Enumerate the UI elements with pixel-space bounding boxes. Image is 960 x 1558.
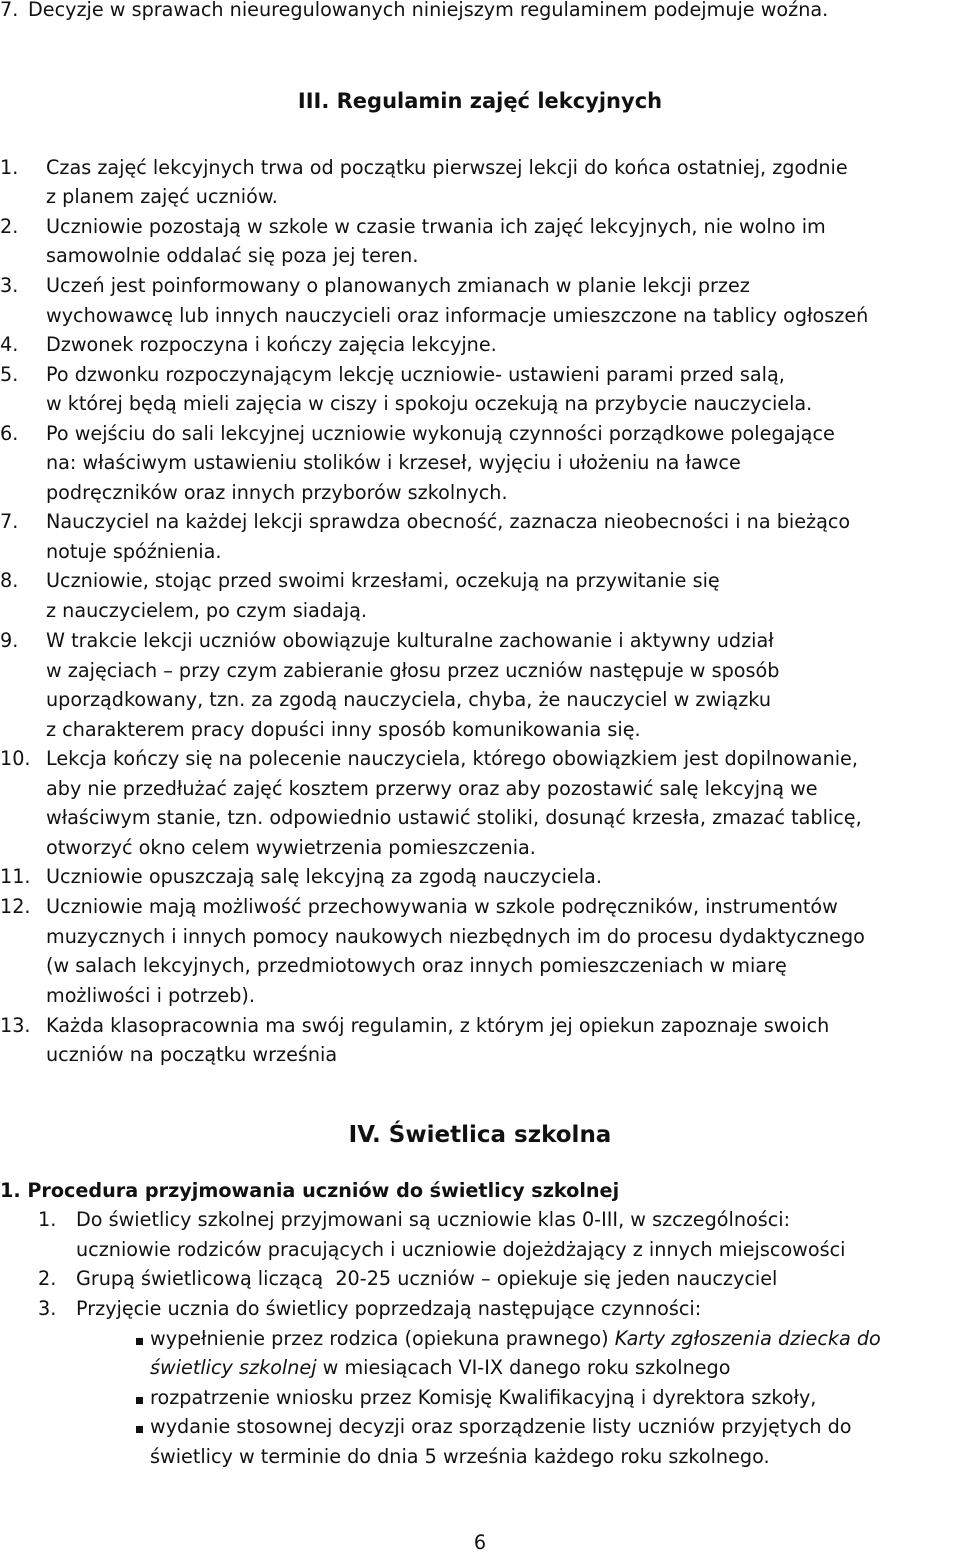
list-item: 3. Przyjęcie ucznia do świetlicy poprzedzają następujące czynności: (38, 1297, 702, 1320)
list-item: 1. Do świetlicy szkolnej przyjmowani są uczniowie klas 0-III, w szczególności: (38, 1208, 791, 1231)
list-item-continuation: na: właściwym ustawieniu stolików i krzeseł, wyjęciu i ułożeniu na ławce (46, 451, 741, 474)
list-item-continuation: uczniów na początku września (46, 1043, 338, 1066)
list-item-continuation: w zajęciach – przy czym zabieranie głosu przez uczniów następuje w sposób (46, 659, 780, 682)
list-item: 1. Czas zajęć lekcyjnych trwa od początku pierwszej lekcji do końca ostatniej, zgodnie (0, 156, 848, 179)
list-item-continuation: wychowawcę lub innych nauczycieli oraz informacje umieszczone na tablicy ogłoszeń (46, 304, 869, 327)
list-item-continuation: właściwym stanie, tzn. odpowiednio ustawić stoliki, dosunąć krzesła, zmazać tablicę, (46, 806, 862, 829)
list-item: 11. Uczniowie opuszczają salę lekcyjną za zgodą nauczyciela. (0, 865, 602, 888)
bullet-item: wypełnienie przez rodzica (opiekuna prawnego) Karty zgłoszenia dziecka do (136, 1324, 881, 1354)
list-item: 2. Uczniowie pozostają w szkole w czasie trwania ich zajęć lekcyjnych, nie wolno im (0, 215, 826, 238)
square-bullet-icon (136, 1383, 150, 1413)
bullet-item: rozpatrzenie wniosku przez Komisję Kwalifikacyjną i dyrektora szkoły, (136, 1383, 816, 1413)
list-item-continuation: z charakterem pracy dopuści inny sposób komunikowania się. (46, 718, 641, 741)
list-item-continuation: uporządkowany, tzn. za zgodą nauczyciela, chyba, że nauczyciel w związku (46, 688, 771, 711)
list-item: 4. Dzwonek rozpoczyna i kończy zajęcia lekcyjne. (0, 333, 497, 356)
list-item: 5. Po dzwonku rozpoczynającym lekcję uczniowie- ustawieni parami przed salą, (0, 363, 785, 386)
list-item: 3. Uczeń jest poinformowany o planowanych zmianach w planie lekcji przez (0, 274, 750, 297)
list-item: 6. Po wejściu do sali lekcyjnej uczniowie wykonują czynności porządkowe polegające (0, 422, 835, 445)
list-item: 13. Każda klasopracownia ma swój regulamin, z którym jej opiekun zapoznaje swoich (0, 1014, 830, 1037)
list-item: 2. Grupą świetlicową liczącą 20-25 uczniów – opiekuje się jeden nauczyciel (38, 1267, 778, 1290)
list-item-continuation: możliwości i potrzeb). (46, 984, 255, 1007)
list-item-continuation: (w salach lekcyjnych, przedmiotowych oraz innych pomieszczeniach w miarę (46, 954, 787, 977)
page-number: 6 (473, 1531, 487, 1554)
intro-number: 7. (0, 0, 19, 21)
intro-line (0, 0, 828, 25)
list-item: 8. Uczniowie, stojąc przed swoimi krzesłami, oczekują na przywitanie się (0, 569, 720, 592)
list-item-continuation: podręczników oraz innych przyborów szkolnych. (46, 481, 508, 504)
bullet-item: wydanie stosownej decyzji oraz sporządzenie listy uczniów przyjętych do (136, 1412, 852, 1442)
list-item-continuation: uczniowie rodziców pracujących i uczniowie dojeżdżający z innych miejscowości (76, 1238, 846, 1261)
list-item-continuation: otworzyć okno celem wywietrzenia pomieszczenia. (46, 836, 536, 859)
list-item-continuation: muzycznych i innych pomocy naukowych niezbędnych im do procesu dydaktycznego (46, 925, 865, 948)
section-4-title: IV. Świetlica szkolna (348, 1122, 612, 1148)
list-item: 7. Nauczyciel na każdej lekcji sprawdza obecność, zaznacza nieobecności i na bieżąco (0, 510, 851, 533)
section-3-title: III. Regulamin zajęć lekcyjnych (297, 89, 663, 113)
list-item-continuation: z planem zajęć uczniów. (46, 185, 278, 208)
list-item-continuation: z nauczycielem, po czym siadają. (46, 599, 367, 622)
bullet-item-continuation: świetlicy szkolnej w miesiącach VI-IX danego roku szkolnego (150, 1356, 731, 1379)
section-4-subheading: 1. Procedura przyjmowania uczniów do świetlicy szkolnej (0, 1179, 620, 1202)
square-bullet-icon (136, 1324, 150, 1354)
list-item: 10. Lekcja kończy się na polecenie nauczyciela, którego obowiązkiem jest dopilnowanie, (0, 747, 858, 770)
list-item-continuation: w której będą mieli zajęcia w ciszy i spokoju oczekują na przybycie nauczyciela. (46, 392, 813, 415)
square-bullet-icon (136, 1412, 150, 1442)
intro-text: Decyzje w sprawach nieuregulowanych niniejszym regulaminem podejmuje woźna. (28, 0, 829, 21)
list-item-continuation: aby nie przedłużać zajęć kosztem przerwy oraz aby pozostawić salę lekcyjną we (46, 777, 818, 800)
list-item: 12. Uczniowie mają możliwość przechowywania w szkole podręczników, instrumentów (0, 895, 838, 918)
list-item: 9. W trakcie lekcji uczniów obowiązuje kulturalne zachowanie i aktywny udział (0, 629, 774, 652)
list-item-continuation: notuje spóźnienia. (46, 540, 222, 563)
list-item-continuation: samowolnie oddalać się poza jej teren. (46, 244, 419, 267)
bullet-item-continuation: świetlicy w terminie do dnia 5 września każdego roku szkolnego. (150, 1445, 770, 1468)
